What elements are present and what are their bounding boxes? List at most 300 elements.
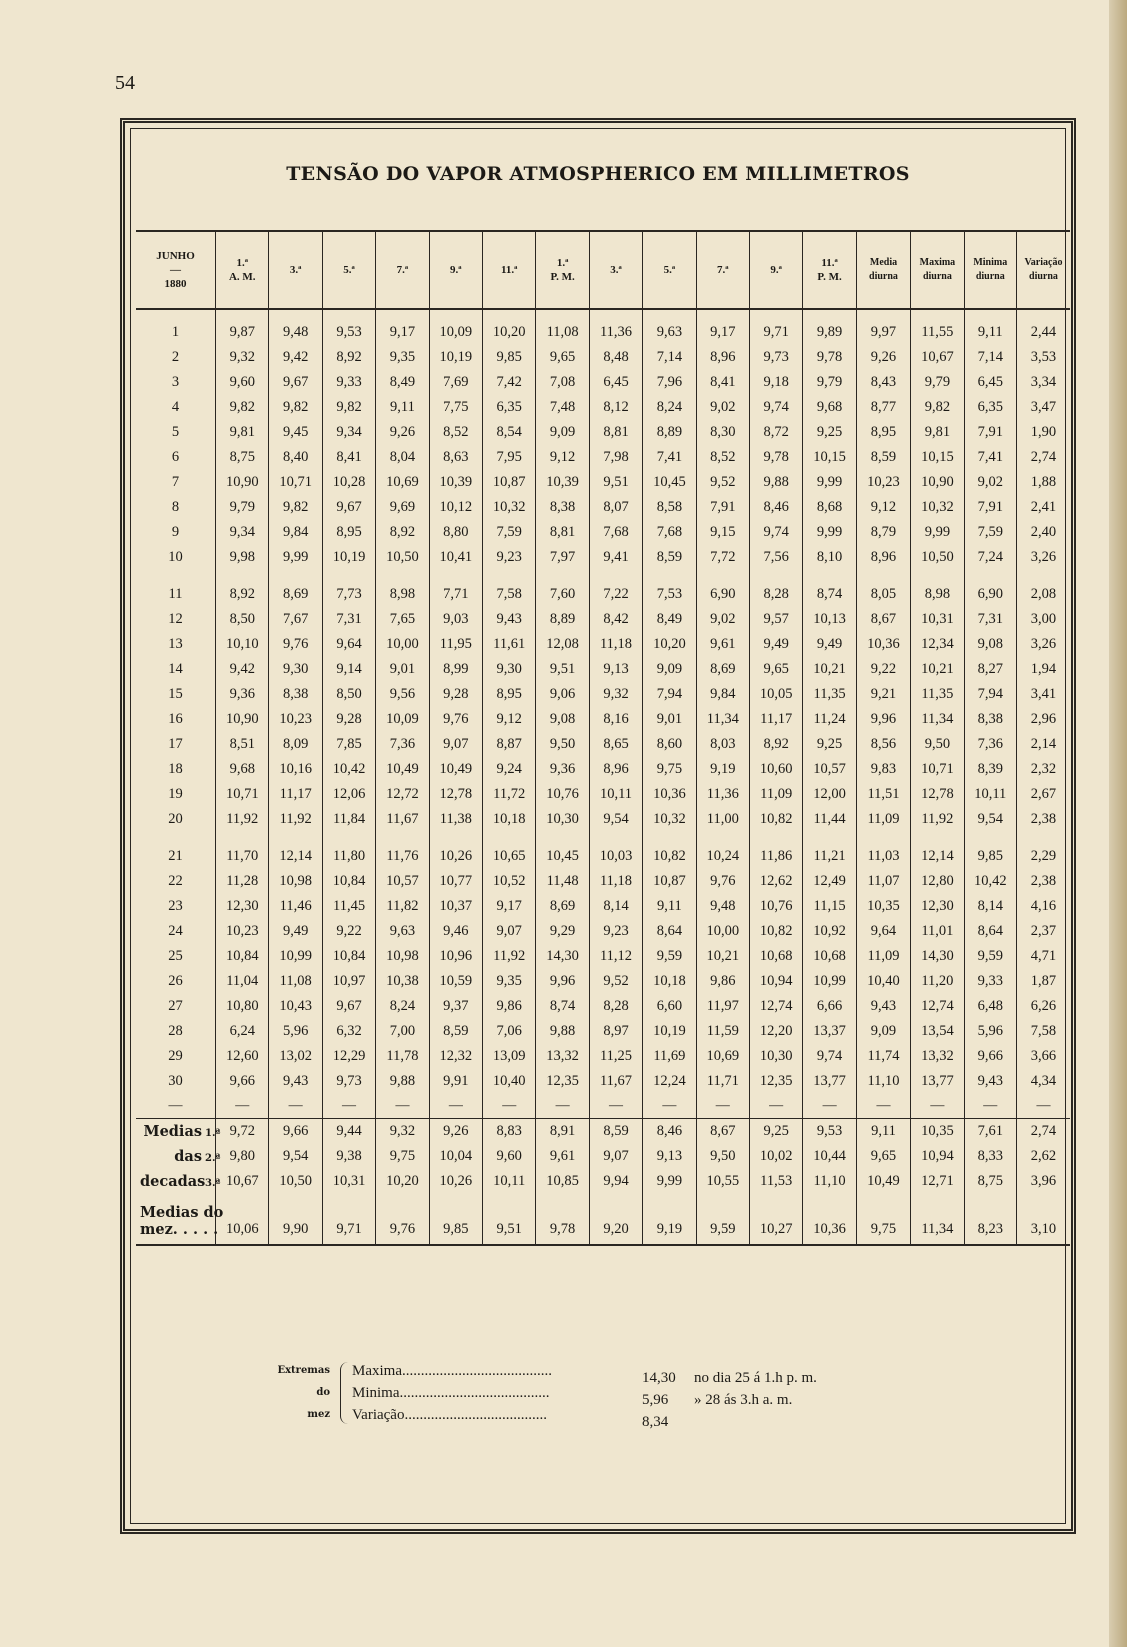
spacer-cell: [429, 570, 482, 582]
extremas-name: Variação......................................: [352, 1407, 547, 1423]
spacer-cell: [483, 1242, 536, 1245]
value-cell: 11,09: [749, 782, 802, 807]
value-cell: 8,52: [696, 445, 749, 470]
value-cell: 6,35: [483, 395, 536, 420]
value-cell: 10,49: [376, 757, 429, 782]
value-cell: 10,20: [643, 632, 696, 657]
value-cell: 11,09: [856, 944, 910, 969]
value-cell: 8,59: [429, 1019, 482, 1044]
spacer-cell: [696, 1242, 749, 1245]
value-cell: 8,41: [696, 370, 749, 395]
value-cell: 3,47: [1016, 395, 1070, 420]
value-cell: 9,85: [964, 844, 1016, 869]
value-cell: 9,32: [376, 1119, 429, 1145]
month-mean-row: [136, 1194, 1070, 1242]
value-cell: 10,32: [643, 807, 696, 832]
value-cell: 8,56: [856, 732, 910, 757]
value-cell: 8,95: [856, 420, 910, 445]
value-cell: 10,19: [643, 1019, 696, 1044]
value-cell: 9,82: [269, 395, 322, 420]
value-cell: 9,54: [589, 807, 642, 832]
value-cell: 7,60: [536, 582, 589, 607]
value-cell: 2,74: [1016, 1119, 1070, 1145]
dash-cell: —: [216, 1094, 269, 1119]
column-header-line1: 3.ª: [610, 264, 622, 276]
value-cell: 8,65: [589, 732, 642, 757]
value-cell: 7,08: [536, 370, 589, 395]
value-cell: 8,89: [643, 420, 696, 445]
value-cell: 2,08: [1016, 582, 1070, 607]
value-cell: 10,90: [216, 707, 269, 732]
value-cell: 8,96: [856, 545, 910, 570]
value-cell: 7,91: [964, 495, 1016, 520]
value-cell: 10,82: [749, 807, 802, 832]
value-cell: 3,66: [1016, 1044, 1070, 1069]
value-cell: 11,01: [911, 919, 964, 944]
value-cell: 2,32: [1016, 757, 1070, 782]
spacer-cell: [749, 1242, 802, 1245]
value-cell: 9,99: [911, 520, 964, 545]
value-cell: 8,63: [429, 445, 482, 470]
value-cell: 9,84: [696, 682, 749, 707]
table-row: [136, 445, 1070, 470]
spacer-cell: [269, 832, 322, 844]
value-cell: 10,55: [696, 1169, 749, 1194]
value-cell: 9,17: [696, 309, 749, 345]
value-cell: 13,77: [911, 1069, 964, 1094]
value-cell: 11,55: [911, 309, 964, 345]
month-mean-label-line2: mez. . . . .: [140, 1221, 219, 1238]
spacer-cell: [643, 832, 696, 844]
dash-cell: —: [589, 1094, 642, 1119]
value-cell: 11,20: [911, 969, 964, 994]
day-cell: 22: [168, 873, 183, 889]
value-cell: 3,10: [1016, 1194, 1070, 1242]
spacer-cell: [964, 1242, 1016, 1245]
value-cell: 10,36: [643, 782, 696, 807]
value-cell: 2,44: [1016, 309, 1070, 345]
day-cell: 25: [168, 948, 183, 964]
table-row: [136, 345, 1070, 370]
value-cell: 2,29: [1016, 844, 1070, 869]
value-cell: 8,92: [749, 732, 802, 757]
day-cell: 28: [168, 1023, 183, 1039]
table-row: [136, 607, 1070, 632]
column-header-line1: 7.ª: [396, 264, 409, 276]
value-cell: 9,78: [536, 1194, 589, 1242]
spacer-row: [136, 1242, 1070, 1245]
column-header-line1: 7.ª: [717, 264, 729, 276]
spacer-cell: [749, 570, 802, 582]
value-cell: 9,52: [696, 470, 749, 495]
value-cell: 8,58: [643, 495, 696, 520]
day-cell: 7: [171, 474, 180, 490]
value-cell: 11,72: [483, 782, 536, 807]
value-cell: 8,96: [696, 345, 749, 370]
value-cell: 9,45: [269, 420, 322, 445]
column-header: [964, 231, 1016, 309]
value-cell: 9,86: [483, 994, 536, 1019]
value-cell: 13,09: [483, 1044, 536, 1069]
value-cell: 9,82: [216, 395, 269, 420]
column-header: [911, 231, 964, 309]
value-cell: 9,48: [696, 894, 749, 919]
dash-cell: —: [1016, 1094, 1070, 1119]
day-cell: 30: [168, 1073, 183, 1089]
decade-number: 1.ª: [205, 1128, 221, 1139]
value-cell: 12,06: [322, 782, 375, 807]
value-cell: 9,46: [429, 919, 482, 944]
spacer-cell: [643, 570, 696, 582]
value-cell: 11,15: [803, 894, 856, 919]
column-header-line2: diurna: [922, 271, 952, 282]
value-cell: 9,44: [322, 1119, 375, 1145]
value-cell: 9,22: [322, 919, 375, 944]
value-cell: 8,92: [376, 520, 429, 545]
value-cell: 9,23: [589, 919, 642, 944]
value-cell: 11,51: [856, 782, 910, 807]
value-cell: 10,18: [643, 969, 696, 994]
column-header-line1: 3.ª: [289, 264, 302, 276]
dash-cell: —: [911, 1094, 964, 1119]
value-cell: 9,97: [856, 309, 910, 345]
value-cell: 9,73: [322, 1069, 375, 1094]
spacer-cell: [856, 832, 910, 844]
value-cell: 7,00: [376, 1019, 429, 1044]
value-cell: 9,90: [269, 1194, 322, 1242]
value-cell: 9,82: [269, 495, 322, 520]
value-cell: 9,57: [749, 607, 802, 632]
month-name: JUNHO: [156, 250, 195, 262]
value-cell: 9,98: [216, 545, 269, 570]
column-header-line1: 5.ª: [663, 264, 676, 276]
value-cell: 10,31: [911, 607, 964, 632]
value-cell: 10,12: [429, 495, 482, 520]
value-cell: 7,53: [643, 582, 696, 607]
extremas-label-line2: do: [316, 1387, 330, 1398]
value-cell: 7,91: [964, 420, 1016, 445]
value-cell: 8,97: [589, 1019, 642, 1044]
value-cell: 10,67: [911, 345, 964, 370]
value-cell: 8,67: [856, 607, 910, 632]
value-cell: 9,02: [696, 395, 749, 420]
value-cell: 9,96: [856, 707, 910, 732]
value-cell: 9,11: [643, 894, 696, 919]
day-cell: 5: [171, 424, 180, 440]
value-cell: 8,46: [749, 495, 802, 520]
value-cell: 7,31: [322, 607, 375, 632]
value-cell: 8,77: [856, 395, 910, 420]
value-cell: 2,41: [1016, 495, 1070, 520]
value-cell: 9,32: [216, 345, 269, 370]
value-cell: 10,36: [856, 632, 910, 657]
value-cell: 11,69: [643, 1044, 696, 1069]
value-cell: 6,26: [1016, 994, 1070, 1019]
value-cell: 11,67: [376, 807, 429, 832]
table-row: [136, 757, 1070, 782]
value-cell: 9,66: [964, 1044, 1016, 1069]
value-cell: 7,85: [322, 732, 375, 757]
table-row: [136, 632, 1070, 657]
value-cell: 9,35: [376, 345, 429, 370]
value-cell: 8,38: [964, 707, 1016, 732]
value-cell: 9,64: [322, 632, 375, 657]
value-cell: 7,98: [589, 445, 642, 470]
day-cell: 29: [168, 1048, 183, 1064]
spacer-cell: [429, 1242, 482, 1245]
spacer-cell: [643, 1242, 696, 1245]
spacer-cell: [1016, 1242, 1070, 1245]
value-cell: 8,48: [589, 345, 642, 370]
value-cell: 9,69: [376, 495, 429, 520]
value-cell: 11,10: [803, 1169, 856, 1194]
value-cell: 12,35: [536, 1069, 589, 1094]
day-cell: 3: [171, 374, 180, 390]
value-cell: 10,16: [269, 757, 322, 782]
value-cell: 9,37: [429, 994, 482, 1019]
dash-cell: —: [536, 1094, 589, 1119]
value-cell: 9,73: [749, 345, 802, 370]
day-cell: 26: [168, 973, 183, 989]
value-cell: 10,18: [483, 807, 536, 832]
value-cell: 10,21: [696, 944, 749, 969]
spacer-cell: [696, 570, 749, 582]
value-cell: 9,71: [322, 1194, 375, 1242]
table-row: [136, 1044, 1070, 1069]
value-cell: 7,41: [964, 445, 1016, 470]
value-cell: 10,65: [483, 844, 536, 869]
value-cell: 12,20: [749, 1019, 802, 1044]
value-cell: 9,61: [536, 1144, 589, 1169]
value-cell: 9,76: [376, 1194, 429, 1242]
table-row: [136, 495, 1070, 520]
value-cell: 10,32: [911, 495, 964, 520]
value-cell: 9,89: [803, 309, 856, 345]
value-cell: 9,02: [696, 607, 749, 632]
value-cell: 7,48: [536, 395, 589, 420]
value-cell: 10,77: [429, 869, 482, 894]
value-cell: 11,84: [322, 807, 375, 832]
value-cell: 8,87: [483, 732, 536, 757]
column-header: [322, 231, 375, 309]
value-cell: 13,32: [911, 1044, 964, 1069]
value-cell: 11,10: [856, 1069, 910, 1094]
value-cell: 9,43: [269, 1069, 322, 1094]
value-cell: 10,09: [376, 707, 429, 732]
column-header-line1: Maxima: [919, 257, 956, 268]
value-cell: 11,17: [269, 782, 322, 807]
table-row: [136, 994, 1070, 1019]
day-cell: 9: [171, 524, 180, 540]
value-cell: 9,49: [749, 632, 802, 657]
value-cell: 12,71: [911, 1169, 964, 1194]
day-cell: 4: [171, 399, 180, 415]
value-cell: 8,72: [749, 420, 802, 445]
value-cell: 6,45: [589, 370, 642, 395]
spacer-cell: [696, 832, 749, 844]
column-header: [856, 231, 910, 309]
value-cell: 10,21: [803, 657, 856, 682]
value-cell: 7,24: [964, 545, 1016, 570]
value-cell: 9,75: [643, 757, 696, 782]
value-cell: 9,30: [269, 657, 322, 682]
value-cell: 12,72: [376, 782, 429, 807]
value-cell: 7,67: [269, 607, 322, 632]
value-cell: 9,99: [803, 520, 856, 545]
value-cell: 3,26: [1016, 632, 1070, 657]
value-cell: 9,80: [216, 1144, 269, 1169]
value-cell: 9,53: [322, 309, 375, 345]
value-cell: 9,26: [856, 345, 910, 370]
day-cell: 27: [168, 998, 183, 1014]
dash-cell: —: [483, 1094, 536, 1119]
value-cell: 10,00: [376, 632, 429, 657]
value-cell: 9,61: [696, 632, 749, 657]
value-cell: 11,07: [856, 869, 910, 894]
value-cell: 7,41: [643, 445, 696, 470]
column-header: [1016, 231, 1070, 309]
value-cell: 8,04: [376, 445, 429, 470]
value-cell: 9,74: [749, 395, 802, 420]
value-cell: 4,16: [1016, 894, 1070, 919]
value-cell: 9,20: [589, 1194, 642, 1242]
value-cell: 9,19: [643, 1194, 696, 1242]
value-cell: 10,69: [376, 470, 429, 495]
table-row: [136, 732, 1070, 757]
value-cell: 9,38: [322, 1144, 375, 1169]
value-cell: 8,98: [376, 582, 429, 607]
value-cell: 12,30: [216, 894, 269, 919]
value-cell: 7,68: [589, 520, 642, 545]
value-cell: 8,50: [322, 682, 375, 707]
value-cell: 2,74: [1016, 445, 1070, 470]
value-cell: 8,92: [322, 345, 375, 370]
value-cell: 6,32: [322, 1019, 375, 1044]
value-cell: 9,11: [964, 309, 1016, 345]
value-cell: 10,94: [749, 969, 802, 994]
value-cell: 13,32: [536, 1044, 589, 1069]
value-cell: 10,23: [216, 919, 269, 944]
value-cell: 12,14: [911, 844, 964, 869]
table-row: [136, 420, 1070, 445]
value-cell: 3,96: [1016, 1169, 1070, 1194]
value-cell: 9,14: [322, 657, 375, 682]
column-header: [269, 231, 322, 309]
value-cell: 3,26: [1016, 545, 1070, 570]
value-cell: 8,69: [269, 582, 322, 607]
value-cell: 9,78: [803, 345, 856, 370]
value-cell: 8,09: [269, 732, 322, 757]
value-cell: 8,64: [964, 919, 1016, 944]
value-cell: 11,95: [429, 632, 482, 657]
value-cell: 9,88: [536, 1019, 589, 1044]
table-row: [136, 969, 1070, 994]
value-cell: 10,11: [483, 1169, 536, 1194]
value-cell: 8,83: [483, 1119, 536, 1145]
day-cell: 2: [171, 349, 180, 365]
value-cell: 10,84: [322, 944, 375, 969]
table-row: [136, 1069, 1070, 1094]
value-cell: 1,88: [1016, 470, 1070, 495]
spacer-cell: [589, 1242, 642, 1245]
value-cell: 9,85: [429, 1194, 482, 1242]
day-cell: 17: [168, 736, 183, 752]
dash-cell: —: [856, 1094, 910, 1119]
value-cell: 9,66: [216, 1069, 269, 1094]
month-header: [136, 231, 216, 309]
value-cell: 10,52: [483, 869, 536, 894]
value-cell: 1,87: [1016, 969, 1070, 994]
value-cell: 9,50: [696, 1144, 749, 1169]
value-cell: 9,50: [911, 732, 964, 757]
extremas-detail: no dia 25 á 1.h p. m.: [694, 1370, 817, 1386]
value-cell: 9,12: [536, 445, 589, 470]
month-dash: —: [170, 264, 182, 276]
spacer-cell: [911, 570, 964, 582]
value-cell: 9,65: [749, 657, 802, 682]
day-cell: 8: [171, 499, 180, 515]
day-cell: 6: [171, 449, 180, 465]
table-row: [136, 682, 1070, 707]
value-cell: 10,67: [216, 1169, 269, 1194]
value-cell: 8,67: [696, 1119, 749, 1145]
value-cell: 9,36: [536, 757, 589, 782]
value-cell: 8,23: [964, 1194, 1016, 1242]
decade-label: [136, 1119, 221, 1145]
value-cell: 9,99: [803, 470, 856, 495]
column-header-line2: P. M.: [550, 271, 575, 283]
value-cell: 9,42: [216, 657, 269, 682]
day-cell: 20: [168, 811, 183, 827]
value-cell: 9,67: [269, 370, 322, 395]
value-cell: 10,68: [749, 944, 802, 969]
extremas-name: Maxima........................................: [352, 1363, 552, 1379]
value-cell: 10,84: [322, 869, 375, 894]
value-cell: 9,12: [856, 495, 910, 520]
value-cell: 8,38: [536, 495, 589, 520]
value-cell: 10,96: [429, 944, 482, 969]
value-cell: 7,69: [429, 370, 482, 395]
value-cell: 9,32: [589, 682, 642, 707]
value-cell: 10,19: [429, 345, 482, 370]
value-cell: 10,10: [216, 632, 269, 657]
dash-cell: —: [964, 1094, 1016, 1119]
column-header: [536, 231, 589, 309]
value-cell: 8,40: [269, 445, 322, 470]
value-cell: 8,68: [803, 495, 856, 520]
value-cell: 8,03: [696, 732, 749, 757]
extremas-detail: » 28 ás 3.h a. m.: [694, 1392, 793, 1408]
value-cell: 12,32: [429, 1044, 482, 1069]
value-cell: 7,97: [536, 545, 589, 570]
value-cell: 8,24: [643, 395, 696, 420]
value-cell: 7,42: [483, 370, 536, 395]
value-cell: 10,36: [803, 1194, 856, 1242]
dash-cell: —: [322, 1094, 375, 1119]
value-cell: 9,68: [216, 757, 269, 782]
column-header: [749, 231, 802, 309]
table-row: [136, 869, 1070, 894]
value-cell: 8,89: [536, 607, 589, 632]
value-cell: 9,82: [911, 395, 964, 420]
value-cell: 10,45: [643, 470, 696, 495]
value-cell: 11,97: [696, 994, 749, 1019]
value-cell: 10,99: [269, 944, 322, 969]
value-cell: 9,24: [483, 757, 536, 782]
value-cell: 11,24: [803, 707, 856, 732]
spacer-cell: [856, 1242, 910, 1245]
month-mean-label-line1: Medias do: [140, 1204, 224, 1221]
